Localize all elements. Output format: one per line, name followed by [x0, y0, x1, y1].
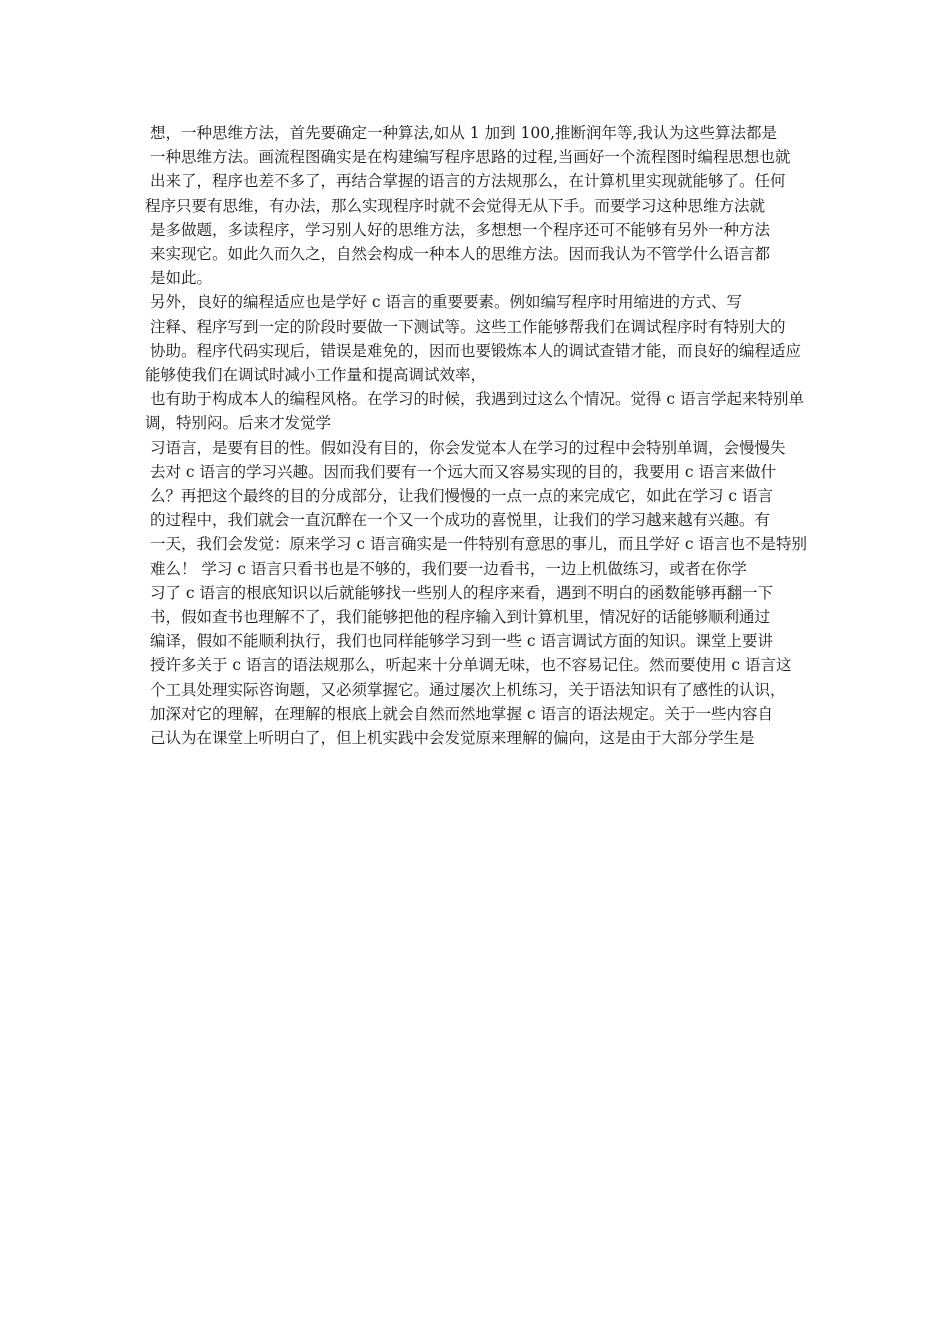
text-line: 的过程中，我们就会一直沉醉在一个又一个成功的喜悦里，让我们的学习越来越有兴趣。有 — [145, 511, 770, 530]
text-line: 难么！ 学习 c 语言只看书也是不够的，我们要一边看书，一边上机做练习，或者在你学 — [145, 559, 747, 578]
text-line: 么？再把这个最终的目的分成部分，让我们慢慢的一点一点的来完成它，如此在学习 c 语言 — [145, 487, 773, 506]
text-line: 习语言，是要有目的性。假如没有目的，你会发觉本人在学习的过程中会特别单调，会慢慢失 — [145, 438, 786, 457]
text-line: 去对 c 语言的学习兴趣。因而我们要有一个远大而又容易实现的目的，我要用 c 语言来做什 — [145, 462, 777, 481]
text-line: 己认为在课堂上听明白了，但上机实践中会发觉原来理解的偏向，这是由于大部分学生是 — [145, 729, 755, 748]
text-line: 一种思维方法。画流程图确实是在构建编写程序思路的过程,当画好一个流程图时编程思想也就 — [145, 148, 791, 167]
text-line: 程序只要有思维，有办法，那么实现程序时就不会觉得无从下手。而要学习这种思维方法就 — [145, 196, 766, 215]
document-body — [145, 121, 809, 750]
text-line: 授许多关于 c 语言的语法规那么，听起来十分单调无味，也不容易记住。然而要使用 c 语言这 — [145, 656, 792, 675]
text-line: 编译，假如不能顺利执行，我们也同样能够学习到一些 c 语言调试方面的知识。课堂上要讲 — [145, 632, 773, 651]
text-line: 也有助于构成本人的编程风格。在学习的时候，我遇到过这么个情况。觉得 c 语言学起来特别单调，特别闷。后来才发觉学 — [145, 390, 804, 433]
text-line: 是多做题，多读程序，学习别人好的思维方法，多想想一个程序还可不能够有另外一种方法 — [145, 220, 770, 239]
text-line: 书，假如查书也理解不了，我们能够把他的程序输入到计算机里，情况好的话能够顺利通过 — [145, 608, 770, 627]
text-line: 是如此。 — [145, 269, 212, 288]
text-line: 协助。程序代码实现后，错误是难免的，因而也要锻炼本人的调试查错才能，而良好的编程适应能够使我们在调试时减小工作量和提高调试效率， — [145, 341, 801, 385]
text-line: 来实现它。如此久而久之，自然会构成一种本人的思维方法。因而我认为不管学什么语言都 — [145, 245, 770, 264]
text-line: 另外，良好的编程适应也是学好 c 语言的重要要素。例如编写程序时用缩进的方式、写 — [145, 293, 742, 312]
text-line: 习了 c 语言的根底知识以后就能够找一些别人的程序来看，遇到不明白的函数能够再翻一下 — [145, 583, 773, 602]
text-line: 一天，我们会发觉：原来学习 c 语言确实是一件特别有意思的事儿，而且学好 c 语言也不是特别 — [145, 535, 808, 554]
text-line: 加深对它的理解，在理解的根底上就会自然而然地掌握 c 语言的语法规定。关于一些内容自 — [145, 704, 773, 723]
text-line: 出来了，程序也差不多了，再结合掌握的语言的方法规那么，在计算机里实现就能够了。任何 — [145, 172, 786, 191]
text-line: 想，一种思维方法，首先要确定一种算法,如从 1 加到 100,推断润年等,我认为这些算法都是 — [145, 124, 777, 142]
text-line: 注释、程序写到一定的阶段时要做一下测试等。这些工作能够帮我们在调试程序时有特别大的 — [145, 317, 786, 336]
text-line: 个工具处理实际咨询题，又必须掌握它。通过屡次上机练习，关于语法知识有了感性的认识， — [145, 680, 786, 699]
